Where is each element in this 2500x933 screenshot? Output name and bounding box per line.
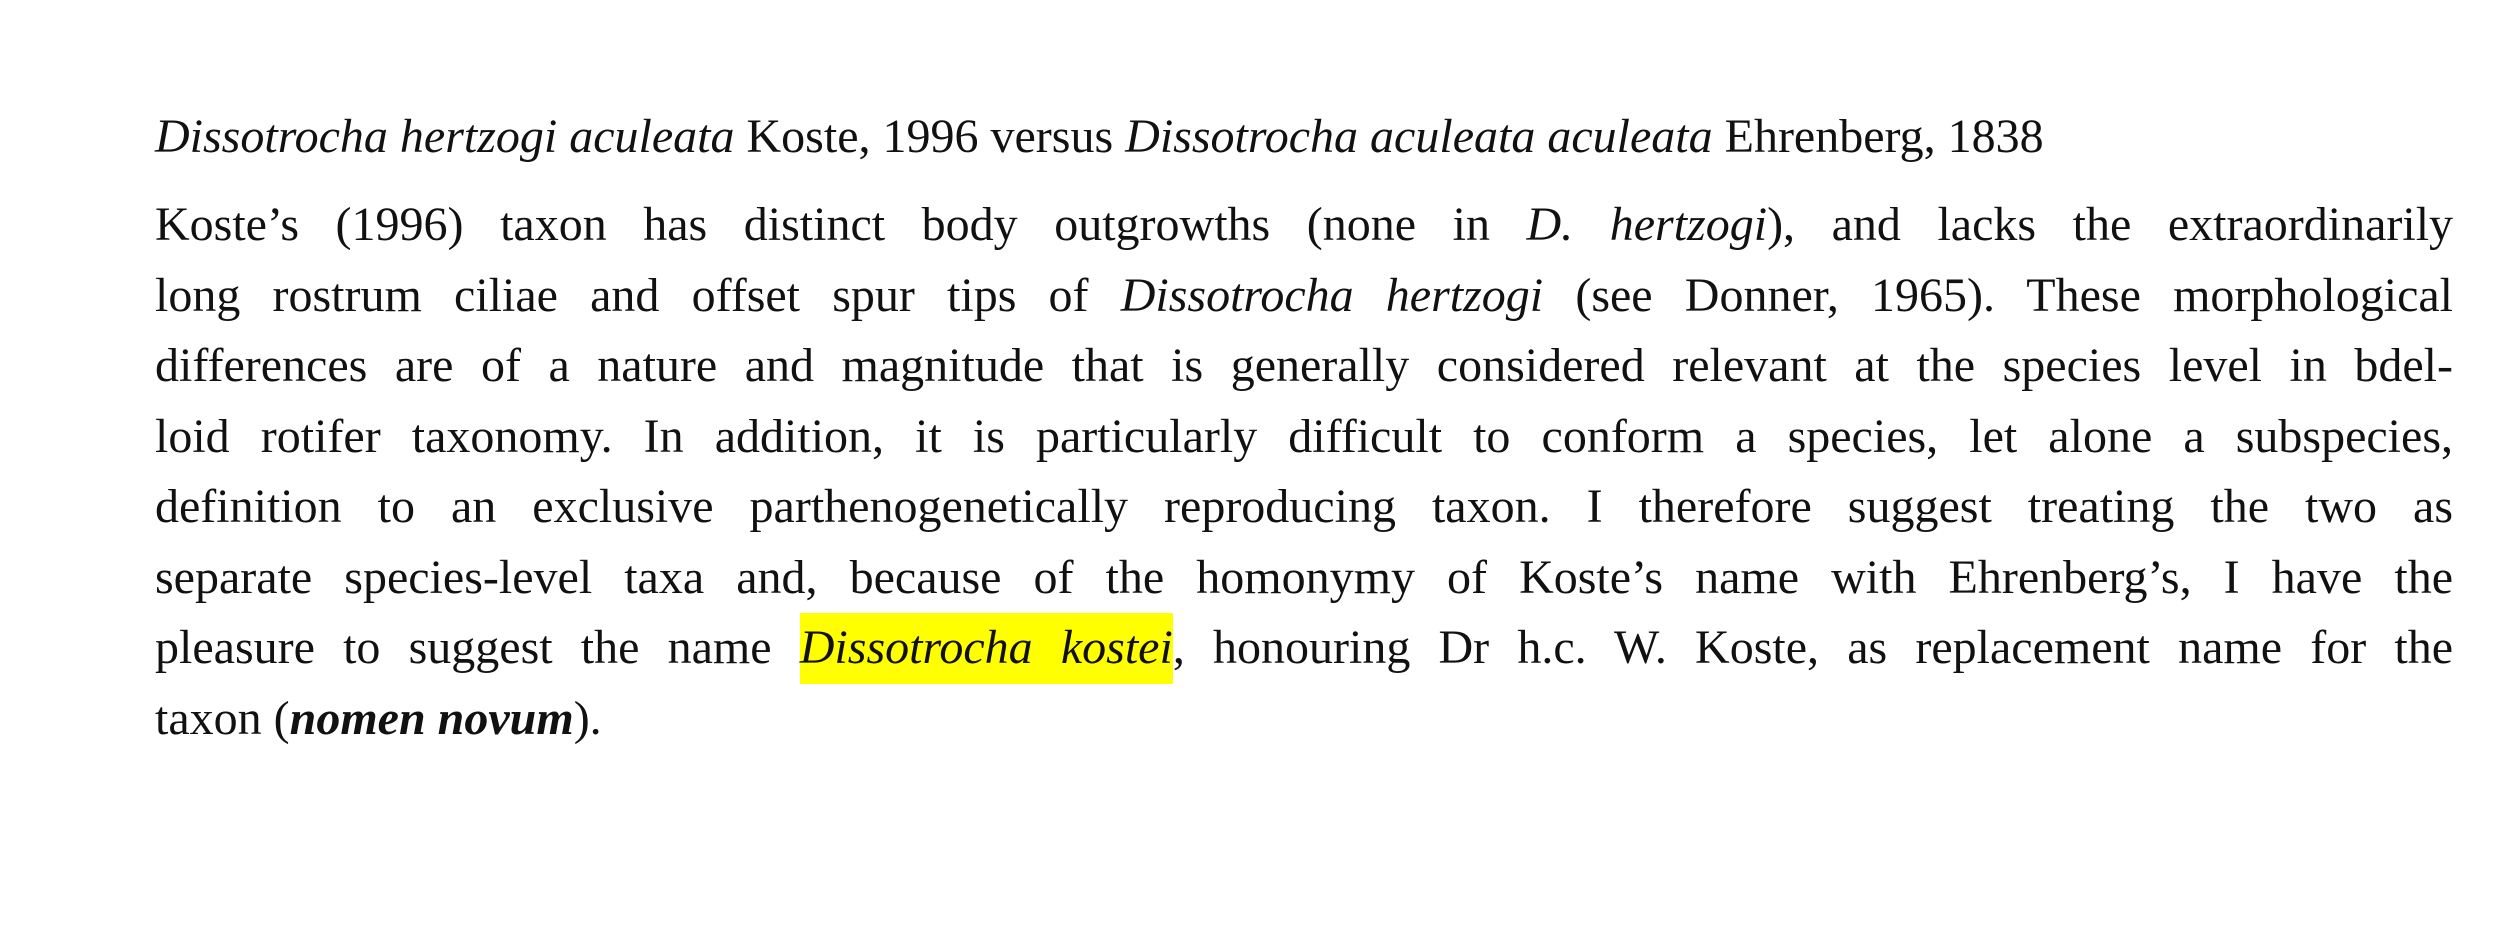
- heading-taxon-a-author: Koste, 1996 versus: [734, 110, 1126, 163]
- paragraph-text: ).: [573, 691, 602, 745]
- paragraph-text: long rostrum ciliae and offset spur tips of: [155, 268, 1121, 322]
- section-heading: [155, 102, 2455, 172]
- paragraph-line-7: [155, 613, 2453, 684]
- heading-taxon-b: Dissotrocha aculeata aculeata: [1125, 110, 1713, 163]
- paragraph-text: pleasure to suggest the name: [155, 621, 800, 674]
- species-name: Dissotrocha hertzogi: [1120, 268, 1544, 322]
- paragraph-text: ), and lacks the extraordinarily: [1767, 198, 2454, 251]
- paragraph-text: Koste’s (1996) taxon has distinct body outgrowths (none in: [155, 198, 1527, 251]
- species-name: D. hertzogi: [1526, 198, 1768, 251]
- heading-taxon-a: Dissotrocha hertzogi aculeata: [155, 110, 735, 163]
- paragraph-line-3: differences are of a nature and magnitude that is generally considered relevant at the species level in bdel-: [155, 339, 2453, 392]
- highlighted-species-name[interactable]: Dissotrocha kostei: [800, 613, 1173, 684]
- heading-taxon-b-author: Ehrenberg, 1838: [1712, 110, 2044, 163]
- paragraph-line-4: loid rotifer taxonomy. In addition, it is particularly difficult to conform a species, let alone a subspecies,: [155, 409, 2453, 463]
- nomen-novum-term: nomen novum: [289, 691, 574, 745]
- paragraph-line-5: definition to an exclusive parthenogenetically reproducing taxon. I therefore suggest treating the two as: [155, 480, 2453, 533]
- paragraph-text: taxon (: [155, 691, 290, 745]
- paragraph-line-8: [155, 684, 2453, 755]
- paragraph-line-6: separate species-level taxa and, because of the homonymy of Koste’s name with Ehrenberg’s, I have the: [155, 550, 2453, 604]
- paragraph-line-2: [155, 261, 2453, 332]
- paragraph-line-1: [155, 190, 2453, 261]
- body-paragraph: [155, 190, 2453, 754]
- paragraph-text: , honouring Dr h.c. W. Koste, as replacement name for the: [1172, 621, 2454, 674]
- paragraph-text: (see Donner, 1965). These morphological: [1543, 268, 2454, 322]
